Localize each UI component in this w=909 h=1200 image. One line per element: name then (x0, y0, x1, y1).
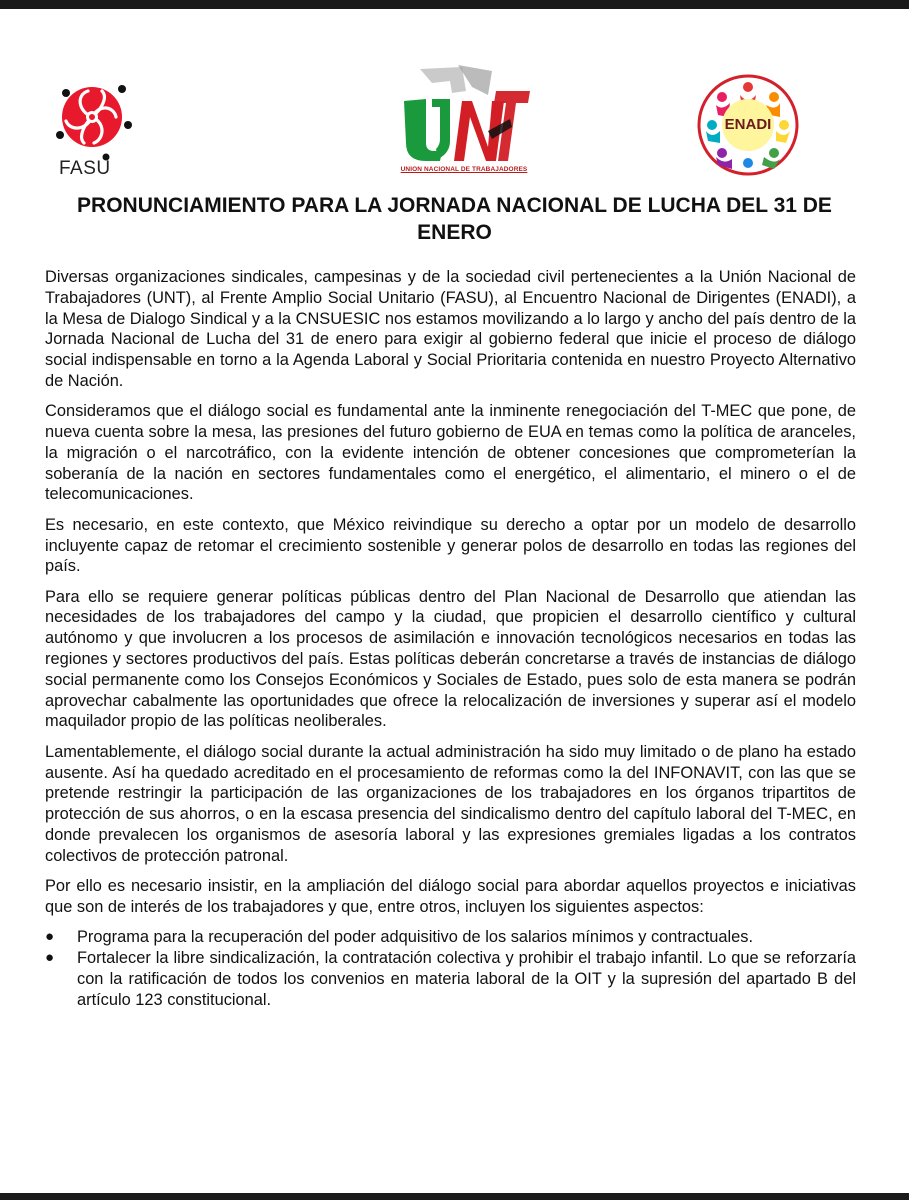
document-title: PRONUNCIAMIENTO PARA LA JORNADA NACIONAL DE LUCHA DEL 31 DE ENERO (77, 194, 832, 244)
paragraph: Diversas organizaciones sindicales, campesinas y de la sociedad civil pertenecientes a la Unión Nacional de Trabajadores (UNT), al Frente Amplio Social Unitario (FASU), al Encuentro Nacional de Dirigentes (ENADI), a la Mesa de Dialogo Sindical y a la CNSUESIC nos estamos movilizando a lo largo y ancho del país dentro de la Jornada Nacional de Lucha del 31 de enero para exigir al gobierno federal que inicie el proceso de diálogo social indispensable en torno a la Agenda Laboral y Social Prioritaria contenida en nuestro Proyecto Alternativo de Nación. (45, 268, 856, 390)
list-item-text: Fortalecer la libre sindicalización, la contratación colectiva y prohibir el trabajo infantil. Lo que se reforzaría con la ratificación de todos los convenios en materia laboral de la OIT y la supresión del apartado B del artículo 123 constitucional. (77, 948, 856, 1009)
logo-header (0, 9, 909, 189)
list-item (45, 927, 856, 948)
paragraph: Es necesario, en este contexto, que México reivindique su derecho a optar por un modelo de desarrollo incluyente capaz de retomar el crecimiento sostenible y generar polos de desarrollo en todas las regiones del país. (45, 515, 856, 576)
list-item (45, 948, 856, 1010)
unt-logo-caption: UNION NACIONAL DE TRABAJADORES (400, 166, 528, 173)
fasu-logo-text: FASU (59, 158, 111, 179)
paragraph: Por ello es necesario insistir, en la ampliación del diálogo social para abordar aquellos proyectos e iniciativas que son de interés de los trabajadores y que, entre otros, incluyen los siguientes aspectos: (45, 877, 856, 916)
unt-logo (392, 61, 537, 181)
unt-emblem-icon (392, 61, 537, 166)
list-item-text: Programa para la recuperación del poder adquisitivo de los salarios mínimos y contractuales. (77, 928, 754, 947)
document-body (45, 267, 856, 1010)
paragraph: Consideramos que el diálogo social es fundamental ante la inminente renegociación del T-MEC que pone, de nueva cuenta sobre la mesa, las presiones del futuro gobierno de EUA en temas como la política de aranceles, la migración o el narcotráfico, con la evidente intención de obtener concesiones que comprometerían la soberanía de la nación en sectores fundamentales como el energético, el alimentario, el minero o el de telecomunicaciones. (45, 402, 856, 504)
paragraph: Lamentablemente, el diálogo social durante la actual administración ha sido muy limitado o de plano ha estado ausente. Así ha quedado acreditado en el procesamiento de reformas como la del INFONAVIT, con las que se pretende restringir la participación de las organizaciones de los trabajadores en los órganos tripartitos de protección de sus ahorros, o en la escasa presencia del sindicalismo dentro del capítulo laboral del T-MEC, en donde prevalecen los organismos de asesoría laboral y las expresiones gremiales ligadas a los contratos colectivos de protección patronal. (45, 742, 856, 865)
enadi-logo-text: ENADI (724, 116, 772, 133)
document-page (0, 9, 909, 1193)
fasu-emblem-icon (48, 73, 138, 161)
bullet-icon: ● (45, 928, 55, 946)
bullet-icon: ● (45, 948, 55, 966)
bullet-list (45, 927, 856, 1010)
paragraph: Para ello se requiere generar políticas públicas dentro del Plan Nacional de Desarrollo que atiendan las necesidades de los trabajadores del campo y la ciudad, que propicien el desarrollo científico y cultural autónomo y que involucren a los procesos de asimilación e innovación tecnológicos necesarios en todas las regiones y sectores productivos del país. Estas políticas deberán concretarse a través de instancias de diálogo social permanente como los Consejos Económicos y Sociales de Estado, pues solo de esta manera se podrán aprovechar cabalmente las oportunidades que ofrece la relocalización de inversiones y superar así el modelo maquilador propio de las políticas neoliberales. (45, 587, 856, 731)
